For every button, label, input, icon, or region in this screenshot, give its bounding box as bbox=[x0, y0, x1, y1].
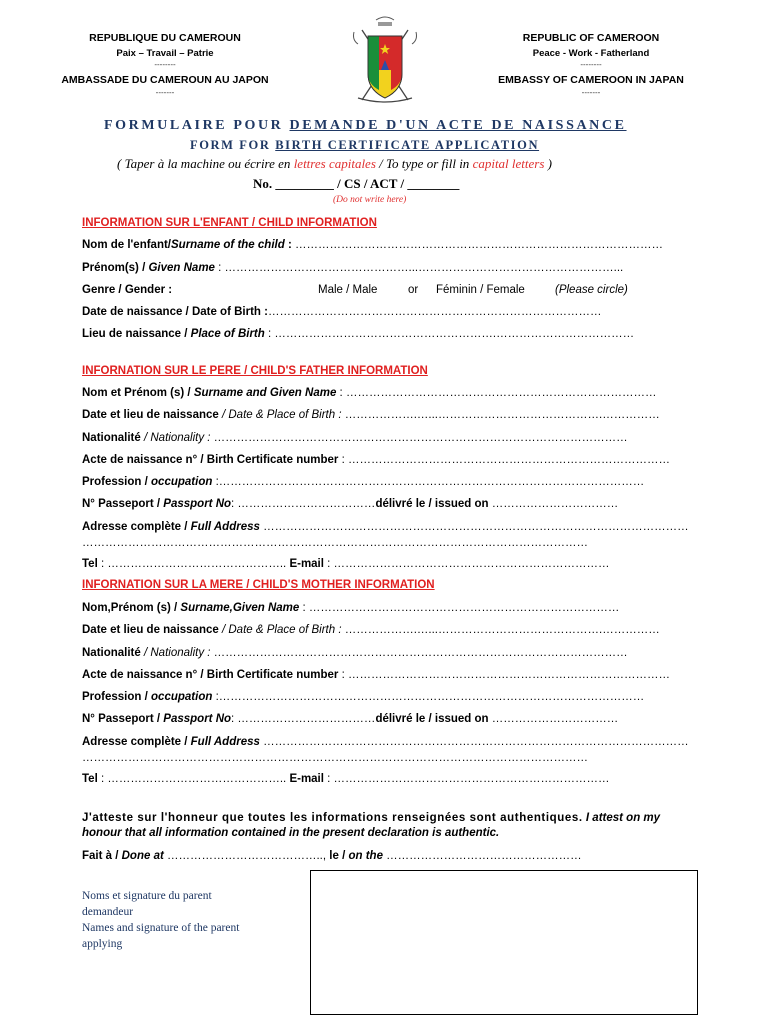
header-left-separator-2: ------- bbox=[155, 88, 175, 97]
mother-address-field[interactable]: Adresse complète / Full Address ………………………………………………………………………………………………… bbox=[82, 736, 689, 748]
child-given-name-field[interactable]: Prénom(s) / Given Name : …………………………………………...……………………………………………... bbox=[82, 262, 624, 274]
header-right-motto: Peace - Work - Fatherland bbox=[532, 48, 650, 59]
signature-label-line-1: Noms et signature du parent bbox=[82, 890, 212, 902]
father-contact-field[interactable]: Tel : ……………………………………….. E-mail : ……………………………………………………………… bbox=[82, 558, 610, 570]
header-right-embassy: EMBASSY OF CAMEROON IN JAPAN bbox=[498, 74, 684, 86]
mother-passport-field[interactable]: N° Passeport / Passport No: ………………………………délivré le / issued on …………………………… bbox=[82, 713, 619, 725]
child-pob-field[interactable]: Lieu de naissance / Place of Birth : ………………………………………………….……………………………… bbox=[82, 328, 635, 340]
signature-box[interactable] bbox=[310, 870, 698, 1015]
child-gender-label: Genre / Gender : bbox=[82, 284, 173, 296]
header-left-motto: Paix – Travail – Patrie bbox=[116, 48, 214, 59]
gender-female-option[interactable]: Féminin / Female bbox=[436, 284, 525, 296]
header-right-separator: -------- bbox=[580, 60, 602, 69]
signature-label-line-4: applying bbox=[82, 938, 123, 950]
father-passport-field[interactable]: N° Passeport / Passport No: ………………………………délivré le / issued on …………………………… bbox=[82, 498, 619, 510]
fill-instructions: ( Taper à la machine ou écrire en lettres capitales / To type or fill in capital letters ) bbox=[117, 156, 553, 171]
done-at-field[interactable]: Fait à / Done at ………………………………….., le / on the …………………………………………… bbox=[82, 850, 582, 862]
signature-label bbox=[82, 888, 302, 952]
do-not-write-note: (Do not write here) bbox=[333, 195, 407, 205]
mother-birth-cert-field[interactable]: Acte de naissance n° / Birth Certificate number : ………………………………………………………………………… bbox=[82, 669, 670, 681]
mother-contact-field[interactable]: Tel : ……………………………………….. E-mail : ……………………………………………………………… bbox=[82, 773, 610, 785]
father-address-field[interactable]: Adresse complète / Full Address ………………………………………………………………………………………………… bbox=[82, 521, 689, 533]
father-name-field[interactable]: Nom et Prénom (s) / Surname and Given Name : ……………………………………………………………………… bbox=[82, 387, 657, 399]
child-dob-field[interactable]: Date de naissance / Date of Birth :…………………………………………………………………………… bbox=[82, 306, 602, 318]
attestation-statement: J'atteste sur l'honneur que toutes les informations renseignées sont authentiques. I attest on my honour that all information contained in the present declaration is authentic. bbox=[82, 812, 661, 839]
mother-nationality-field[interactable]: Nationalité / Nationality : ……………………………………………………………………………………………… bbox=[82, 647, 628, 659]
coat-of-arms-icon bbox=[348, 10, 422, 110]
mother-dob-field[interactable]: Date et lieu de naissance / Date & Place of Birth : ……………….…...…………………………………….…………… bbox=[82, 624, 660, 636]
gender-or-text: or bbox=[408, 284, 419, 296]
header-right-separator-2: ------- bbox=[581, 88, 601, 97]
header-left-separator: -------- bbox=[154, 60, 176, 69]
gender-circle-note: (Please circle) bbox=[555, 284, 628, 296]
father-nationality-field[interactable]: Nationalité / Nationality : ……………………………………………………………………………………………… bbox=[82, 432, 628, 444]
mother-section-heading: INFORNATION SUR LA MERE / CHILD'S MOTHER INFORMATION bbox=[82, 579, 435, 591]
mother-name-field[interactable]: Nom,Prénom (s) / Surname,Given Name : ……………………………………………………………………… bbox=[82, 602, 620, 614]
father-profession-field[interactable]: Profession / occupation :………………………………………………………………………………………………… bbox=[82, 476, 645, 488]
father-section-heading: INFORNATION SUR LE PERE / CHILD'S FATHER INFORMATION bbox=[82, 365, 428, 377]
header-right-country: REPUBLIC OF CAMEROON bbox=[522, 32, 660, 44]
mother-address-line-2[interactable]: …………………………………………………………………………………………………………………… bbox=[82, 752, 588, 764]
form-title-fr: FORMULAIRE POUR DEMANDE D'UN ACTE DE NAISSANCE bbox=[104, 118, 627, 133]
form-title-en: FORM FOR BIRTH CERTIFICATE APPLICATION bbox=[190, 138, 540, 152]
signature-label-line-3: Names and signature of the parent bbox=[82, 922, 240, 934]
child-section-heading: INFORMATION SUR L'ENFANT / CHILD INFORMATION bbox=[82, 217, 377, 229]
gender-male-option[interactable]: Male / Male bbox=[318, 284, 378, 296]
father-dob-field[interactable]: Date et lieu de naissance / Date & Place of Birth : ……………….…...…………………………………….…………… bbox=[82, 409, 660, 421]
signature-label-line-2: demandeur bbox=[82, 906, 134, 918]
reference-number-line: No. _________ / CS / ACT / ________ bbox=[253, 176, 460, 191]
header-left-embassy: AMBASSADE DU CAMEROUN AU JAPON bbox=[61, 74, 269, 86]
mother-profession-field[interactable]: Profession / occupation :………………………………………………………………………………………………… bbox=[82, 691, 645, 703]
father-address-line-2[interactable]: …………………………………………………………………………………………………………………… bbox=[82, 537, 588, 549]
father-birth-cert-field[interactable]: Acte de naissance n° / Birth Certificate number : ………………………………………………………………………… bbox=[82, 454, 670, 466]
header-left-country: REPUBLIQUE DU CAMEROUN bbox=[89, 32, 241, 44]
child-surname-field[interactable]: Nom de l'enfant/Surname of the child : …………………………………………………………………………………… bbox=[82, 239, 663, 251]
